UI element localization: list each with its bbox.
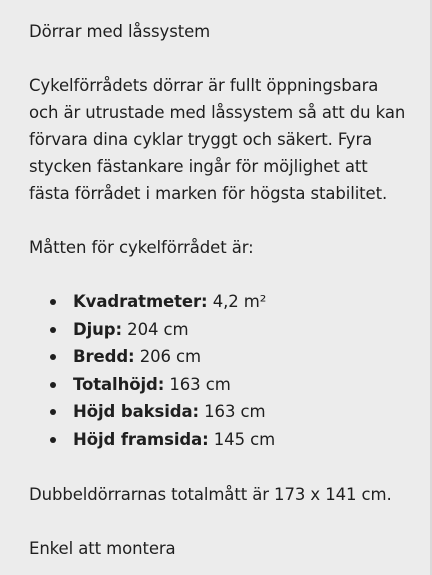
spec-item-depth	[29, 316, 410, 344]
bullet-icon	[50, 437, 56, 443]
doors-description: Cykelförrådets dörrar är fullt öppningsbara och är utrustade med låssystem så att du kan förvara dina cyklar tryggt och säkert. Fyra stycken fästankare ingår för möjlighet att fästa förrådet i marken för högsta stabilitet.	[29, 76, 406, 203]
dimensions-intro: Måtten för cykelförrådet är:	[29, 238, 254, 257]
bullet-icon	[50, 382, 56, 388]
section-heading-assembly: Enkel att montera	[29, 538, 176, 558]
dimensions-list	[29, 288, 410, 454]
spec-item-area	[29, 288, 410, 316]
spec-value: 206 cm	[139, 347, 201, 367]
spec-value: 204 cm	[127, 319, 189, 339]
bullet-icon	[50, 409, 56, 415]
spec-label: Bredd:	[73, 347, 135, 367]
section-heading-doors: Dörrar med låssystem	[29, 22, 211, 41]
spec-value: 145 cm	[213, 429, 276, 449]
spec-label: Kvadratmeter:	[73, 292, 208, 311]
spec-label: Höjd framsida:	[73, 429, 209, 449]
bullet-icon	[50, 354, 56, 360]
door-dimensions-note: Dubbeldörrarnas totalmått är 173 x 141 cm.	[29, 484, 392, 504]
spec-item-total-height	[29, 371, 410, 399]
spec-item-back-height	[29, 398, 410, 426]
bullet-icon	[50, 327, 56, 333]
spec-item-front-height	[29, 426, 410, 454]
spec-label: Höjd baksida:	[73, 402, 199, 422]
spec-value: 4,2 m²	[212, 292, 267, 311]
bullet-icon	[50, 299, 56, 305]
spec-label: Totalhöjd:	[73, 374, 165, 394]
spec-value: 163 cm	[204, 402, 266, 422]
spec-value: 163 cm	[169, 374, 231, 394]
spec-label: Djup:	[73, 319, 123, 339]
spec-item-width	[29, 343, 410, 371]
